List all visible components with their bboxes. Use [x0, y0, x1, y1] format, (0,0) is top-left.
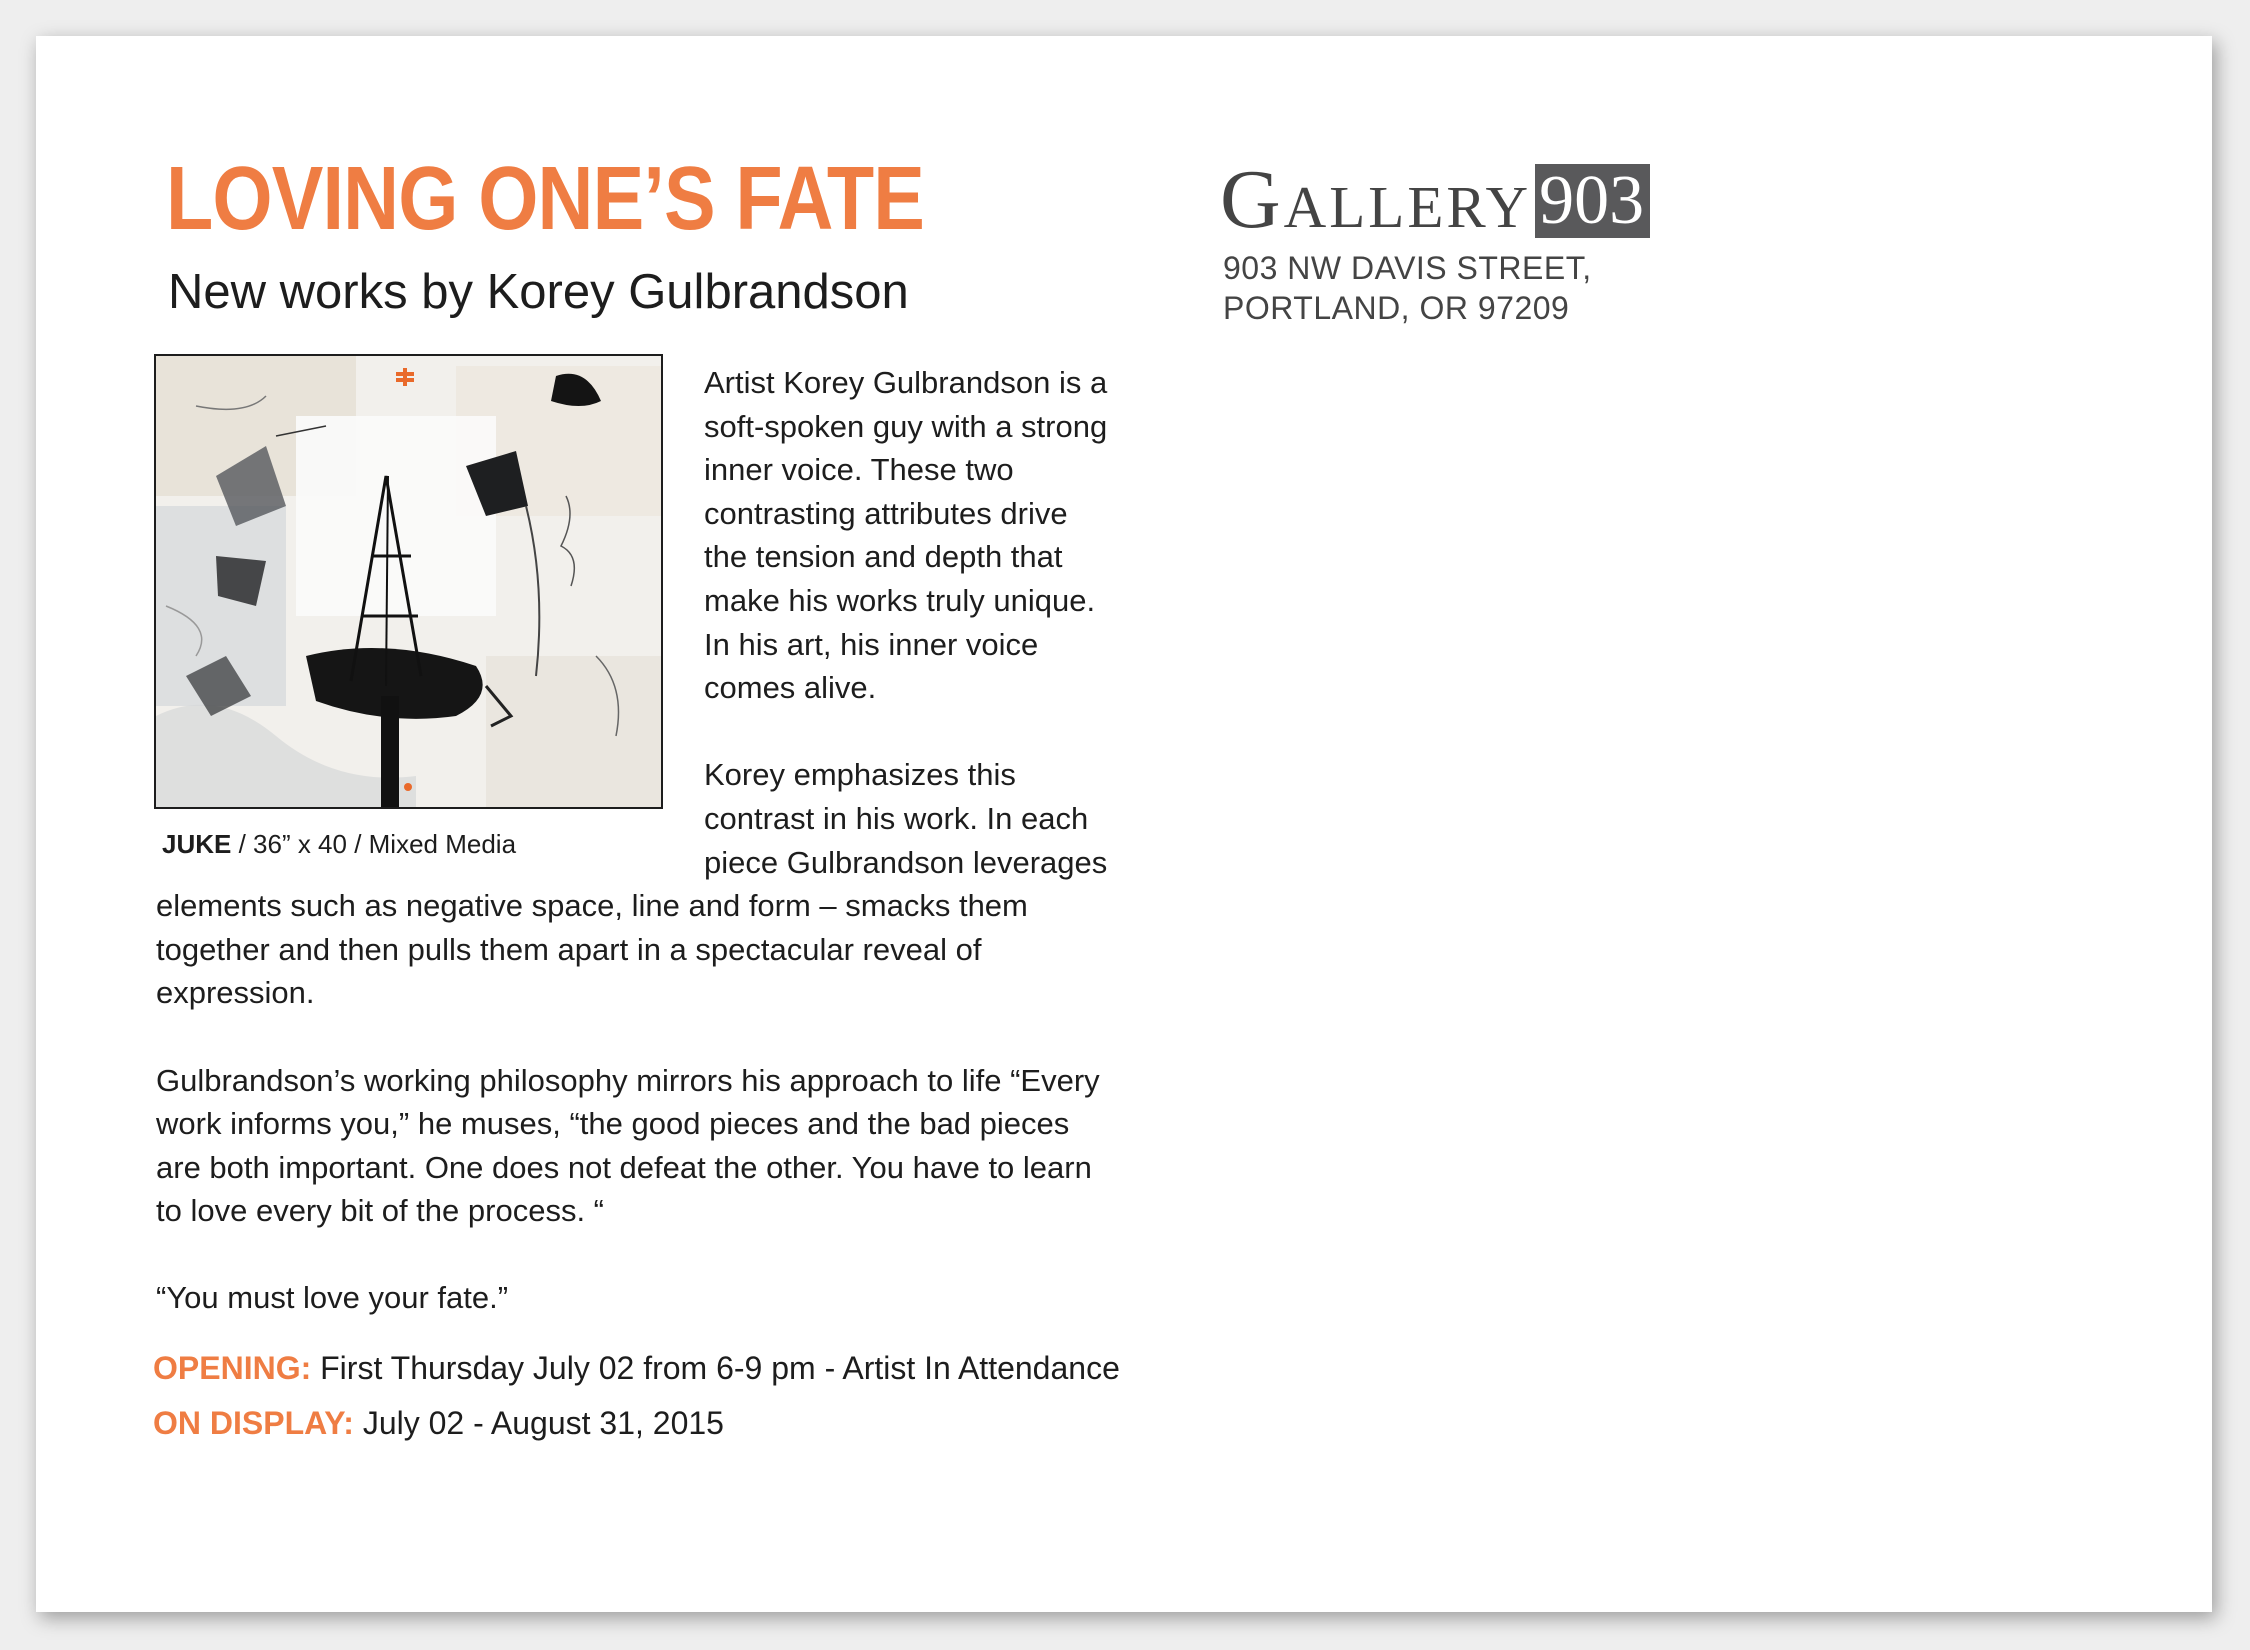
- address-line-1: 903 NW DAVIS STREET,: [1223, 250, 1592, 286]
- image-wrap-spacer: [156, 361, 704, 841]
- opening-label: OPENING:: [153, 1350, 312, 1386]
- artwork-caption-title: JUKE: [162, 829, 232, 859]
- description-paragraph-3: Gulbrandson’s working philosophy mirrors his approach to life “Every work informs you,” he muses, “the good pieces and the bad pieces are both important. One does not defeat the other. You have to learn to love every bit of the process. “: [156, 1062, 1100, 1229]
- description-paragraph-2: Korey emphasizes this contrast in his work. In each piece Gulbrandson leverages elements such as negative space, line and form – smacks them together and then pulls them apart in a spectacular reveal of expression.: [156, 757, 1108, 1011]
- gallery-address: [1223, 248, 1592, 328]
- opening-value: First Thursday July 02 from 6-9 pm - Artist In Attendance: [311, 1350, 1120, 1386]
- display-info: [153, 1407, 724, 1439]
- exhibition-description: [156, 361, 1116, 1320]
- artwork-caption-details: / 36” x 40 / Mixed Media: [231, 829, 517, 859]
- address-line-2: PORTLAND, OR 97209: [1223, 290, 1570, 326]
- opening-info: [153, 1352, 1120, 1384]
- display-label: ON DISPLAY:: [153, 1405, 354, 1441]
- gallery-logo: [1220, 153, 1650, 246]
- gallery-logo-word: Gallery: [1220, 153, 1532, 246]
- description-quote: “You must love your fate.”: [156, 1280, 509, 1316]
- display-value: July 02 - August 31, 2015: [353, 1405, 724, 1441]
- gallery-logo-number: 903: [1535, 164, 1650, 238]
- exhibition-subtitle: New works by Korey Gulbrandson: [168, 265, 909, 319]
- exhibition-title: LOVING ONE’S FATE: [166, 149, 925, 249]
- description-paragraph-1: Artist Korey Gulbrandson is a soft-spoken guy with a strong inner voice. These two contrasting attributes drive the tension and depth that make his works truly unique. In his art, his inner voice comes alive.: [704, 365, 1108, 706]
